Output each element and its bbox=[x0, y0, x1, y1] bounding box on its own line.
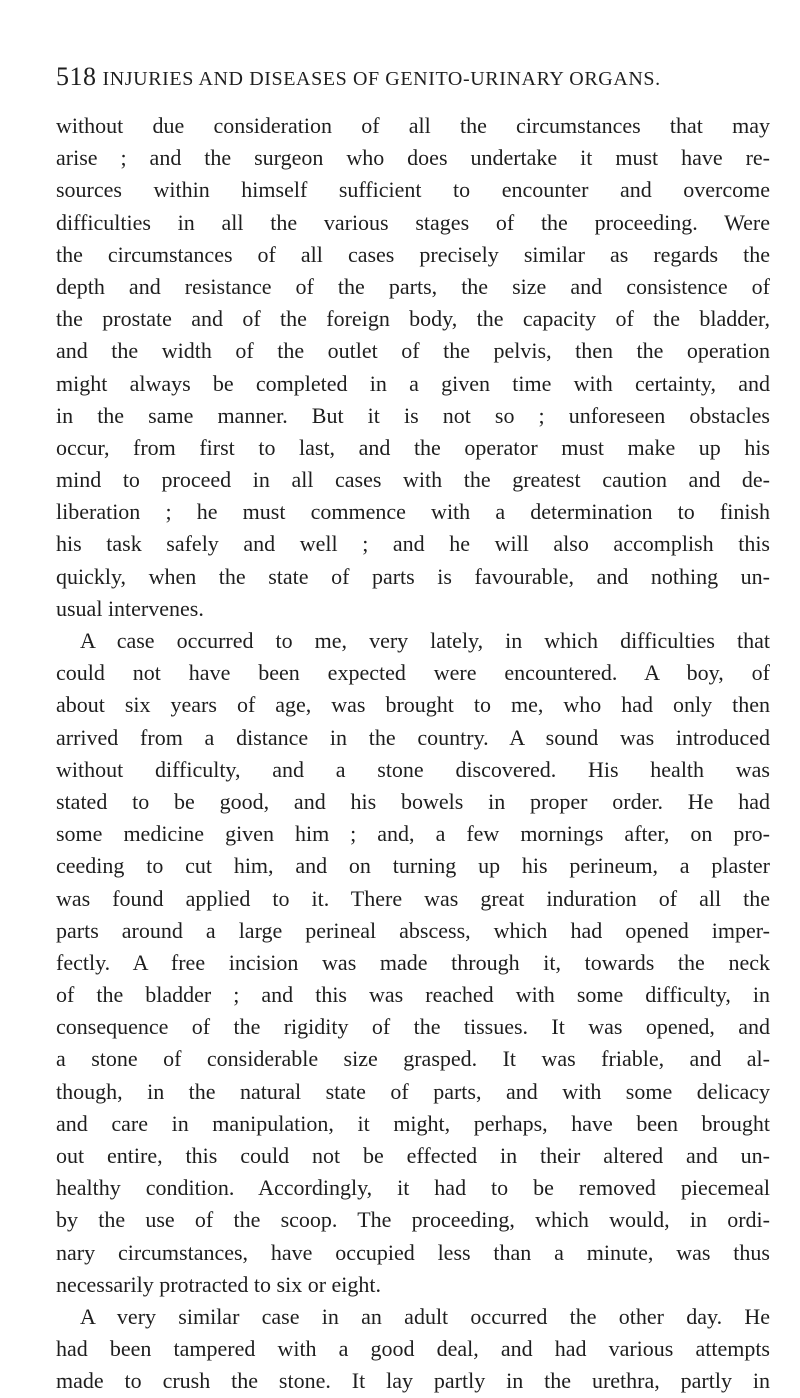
text-line: about six years of age, was brought to me, who had only then bbox=[56, 692, 770, 718]
text-line: quickly, when the state of parts is favourable, and nothing un- bbox=[56, 563, 770, 589]
text-line: fectly. A free incision was made through it, towards the neck bbox=[56, 949, 770, 975]
text-line: usual intervenes. bbox=[56, 595, 204, 621]
text-line: out entire, this could not be effected in their altered and un- bbox=[56, 1143, 770, 1168]
text-line: arise ; and the surgeon who does undertake it must have re- bbox=[56, 145, 770, 171]
text-line: was found applied to it. There was great induration of all the bbox=[56, 885, 770, 911]
text-line: by the use of the scoop. The proceeding, which would, in ordi- bbox=[56, 1207, 770, 1233]
running-title: INJURIES AND DISEASES OF GENITO-URINARY ORGANS. bbox=[102, 68, 661, 90]
text-line: might always be completed in a given time with certainty, and bbox=[56, 370, 770, 396]
text-line: the circumstances of all cases precisely similar as regards the bbox=[56, 241, 770, 267]
text-line: depth and resistance of the parts, the size and consistence of bbox=[56, 273, 770, 299]
text-line: A very similar case in an adult occurred the other day. He bbox=[80, 1303, 770, 1329]
text-line: a stone of considerable size grasped. It was friable, and al- bbox=[56, 1046, 770, 1072]
text-line: sources within himself sufficient to encounter and overcome bbox=[56, 177, 770, 203]
text-line: parts around a large perineal abscess, which had opened imper- bbox=[56, 917, 770, 943]
text-line: occur, from first to last, and the operator must make up his bbox=[56, 434, 770, 460]
text-line: in the same manner. But it is not so ; unforeseen obstacles bbox=[56, 402, 770, 428]
text-line: healthy condition. Accordingly, it had to be removed piecemeal bbox=[56, 1175, 770, 1201]
page-number: 518 bbox=[56, 62, 97, 91]
text-line: made to crush the stone. It lay partly in the urethra, partly in bbox=[56, 1368, 770, 1394]
text-line: stated to be good, and his bowels in proper order. He had bbox=[56, 788, 770, 814]
text-line: difficulties in all the various stages of the proceeding. Were bbox=[56, 209, 770, 235]
text-line: liberation ; he must commence with a determination to finish bbox=[56, 499, 770, 525]
text-line: consequence of the rigidity of the tissues. It was opened, and bbox=[56, 1014, 770, 1040]
text-line: without difficulty, and a stone discovered. His health was bbox=[56, 756, 770, 782]
text-line: and care in manipulation, it might, perhaps, have been brought bbox=[56, 1110, 770, 1136]
text-line: of the bladder ; and this was reached with some difficulty, in bbox=[56, 982, 770, 1008]
text-line: nary circumstances, have occupied less than a minute, was thus bbox=[56, 1239, 770, 1265]
text-line: necessarily protracted to six or eight. bbox=[56, 1271, 382, 1297]
page-header bbox=[56, 62, 756, 94]
text-line: A case occurred to me, very lately, in which difficulties that bbox=[80, 628, 770, 653]
text-line: had been tampered with a good deal, and had various attempts bbox=[56, 1336, 770, 1362]
text-line: some medicine given him ; and, a few mornings after, on pro- bbox=[56, 821, 770, 847]
text-line: and the width of the outlet of the pelvis, then the operation bbox=[56, 338, 770, 364]
text-line: the prostate and of the foreign body, the capacity of the bladder, bbox=[56, 306, 770, 332]
text-line: mind to proceed in all cases with the greatest caution and de- bbox=[56, 467, 770, 493]
body-text bbox=[56, 110, 770, 1398]
text-line: could not have been expected were encountered. A boy, of bbox=[56, 660, 770, 686]
text-line: though, in the natural state of parts, and with some delicacy bbox=[56, 1078, 770, 1104]
text-line: ceeding to cut him, and on turning up his perineum, a plaster bbox=[56, 853, 770, 879]
text-line: arrived from a distance in the country. A sound was introduced bbox=[56, 724, 770, 750]
text-line: without due consideration of all the circumstances that may bbox=[56, 113, 770, 138]
text-line: his task safely and well ; and he will also accomplish this bbox=[56, 531, 770, 557]
